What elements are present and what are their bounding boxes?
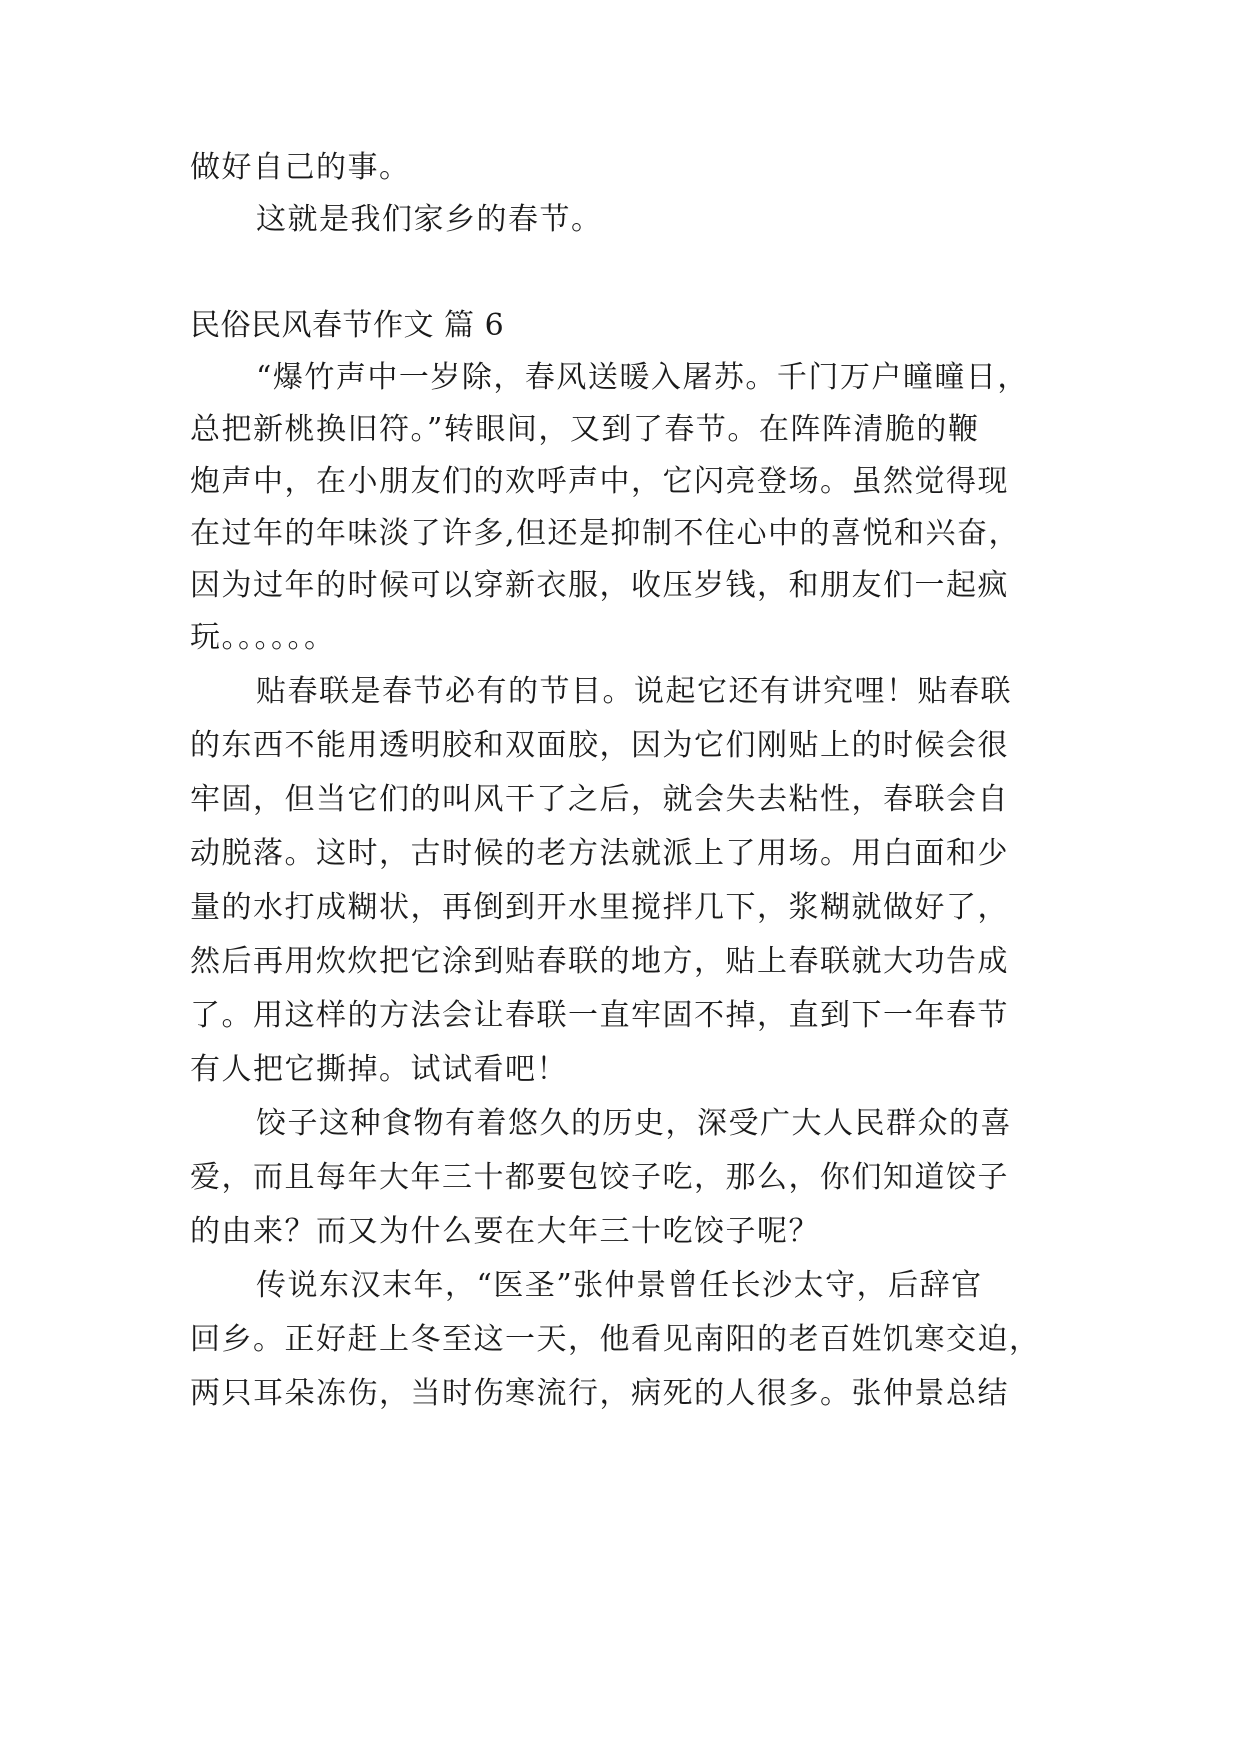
paragraph-line: 总把新桃换旧符。”转眼间，又到了春节。在阵阵清脆的鞭 bbox=[190, 412, 980, 447]
paragraph-line: 有人把它撕掉。试试看吧！ bbox=[190, 1052, 568, 1087]
paragraph-line: 然后再用炊炊把它涂到贴春联的地方，贴上春联就大功告成 bbox=[190, 944, 1009, 979]
paragraph-line: 玩。。。。。。 bbox=[190, 620, 336, 655]
paragraph-line: 回乡。正好赶上冬至这一天，他看见南阳的老百姓饥寒交迫， bbox=[190, 1322, 1041, 1357]
section-heading: 民俗民风春节作文 篇 6 bbox=[190, 308, 505, 343]
paragraph-line: 爱，而且每年大年三十都要包饺子吃，那么，你们知道饺子 bbox=[190, 1160, 1009, 1195]
paragraph-line: 贴春联是春节必有的节目。说起它还有讲究哩！贴春联 bbox=[256, 674, 1012, 709]
paragraph-line: 了。用这样的方法会让春联一直牢固不掉，直到下一年春节 bbox=[190, 998, 1009, 1033]
paragraph-line: 的由来？而又为什么要在大年三十吃饺子呢？ bbox=[190, 1214, 820, 1249]
paragraph-line: 两只耳朵冻伤，当时伤寒流行，病死的人很多。张仲景总结 bbox=[190, 1376, 1009, 1411]
paragraph-line: 传说东汉末年，“医圣”张仲景曾任长沙太守，后辞官 bbox=[256, 1268, 983, 1303]
paragraph-line: 因为过年的时候可以穿新衣服，收压岁钱，和朋友们一起疯 bbox=[190, 568, 1009, 603]
paragraph-line: 炮声中，在小朋友们的欢呼声中，它闪亮登场。虽然觉得现 bbox=[190, 464, 1009, 499]
paragraph-line: 饺子这种食物有着悠久的历史，深受广大人民群众的喜 bbox=[256, 1106, 1012, 1141]
paragraph-line: 动脱落。这时，古时候的老方法就派上了用场。用白面和少 bbox=[190, 836, 1009, 871]
paragraph-line: 量的水打成糊状，再倒到开水里搅拌几下，浆糊就做好了， bbox=[190, 890, 1009, 925]
previous-paragraph-line: 这就是我们家乡的春节。 bbox=[256, 202, 603, 237]
paragraph-line: 的东西不能用透明胶和双面胶，因为它们刚贴上的时候会很 bbox=[190, 728, 1009, 763]
paragraph-line: “爆竹声中一岁除，春风送暖入屠苏。千门万户曈曈日， bbox=[256, 360, 1029, 395]
paragraph-line: 牢固，但当它们的叫风干了之后，就会失去粘性，春联会自 bbox=[190, 782, 1009, 817]
previous-text-line: 做好自己的事。 bbox=[190, 150, 411, 185]
paragraph-line: 在过年的年味淡了许多,但还是抑制不住心中的喜悦和兴奋， bbox=[190, 516, 1021, 551]
